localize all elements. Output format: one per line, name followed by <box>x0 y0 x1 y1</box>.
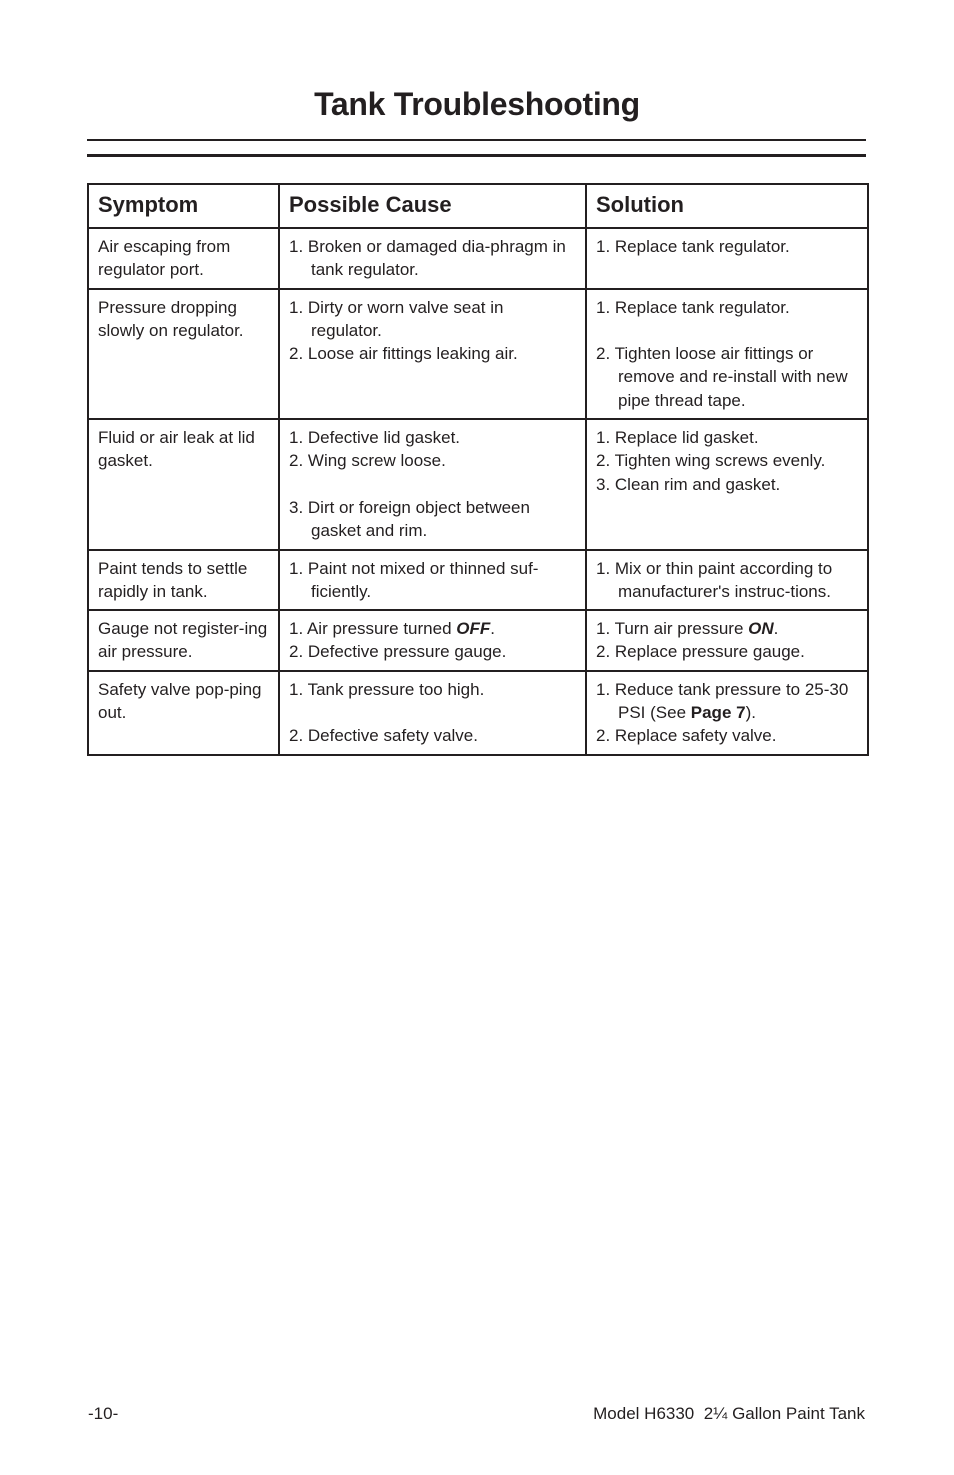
title-rule-thick <box>87 154 866 157</box>
solution-item: 1. Replace lid gasket. <box>596 428 759 448</box>
header-symptom: Symptom <box>88 184 279 228</box>
page-number: -10- <box>88 1404 119 1423</box>
solution-item: 1. Replace tank regulator. <box>596 237 790 256</box>
cause-cell <box>279 610 586 671</box>
solution-item: 3. Clean rim and gasket. <box>596 474 781 494</box>
solution-item: 2. Replace safety valve. <box>596 726 777 746</box>
solution-cell <box>586 419 868 549</box>
cause-cell <box>279 550 586 611</box>
solution-item <box>596 678 858 725</box>
emphasis-off: OFF <box>456 619 491 639</box>
solution-text: 1. Turn air pressure <box>596 619 749 639</box>
footer-model: Model H6330 2¼ Gallon Paint Tank <box>593 1404 865 1423</box>
table-row <box>88 228 868 289</box>
table-row <box>88 671 868 755</box>
table-row <box>88 289 868 419</box>
cause-item: 2. Wing screw loose. <box>289 451 446 471</box>
solution-item: 2. Tighten loose air fittings or remove and re-install with new pipe thread tape. <box>596 344 848 410</box>
solution-cell <box>586 289 868 419</box>
solution-text: 1. Reduce tank pressure to 25-30 PSI (See <box>596 679 849 723</box>
cause-item: 1. Tank pressure too high. <box>289 679 485 699</box>
spacer <box>596 319 858 342</box>
symptom-cell: Gauge not register-ing air pressure. <box>88 610 279 671</box>
cause-item: 1. Broken or damaged dia-phragm in tank regulator. <box>289 237 566 280</box>
solution-punct: ). <box>745 703 756 723</box>
cause-item: 2. Defective pressure gauge. <box>289 642 507 662</box>
solution-item <box>596 617 858 640</box>
cause-item: 2. Loose air fittings leaking air. <box>289 344 518 364</box>
symptom-cell: Safety valve pop-ping out. <box>88 671 279 755</box>
cause-punct: . <box>490 619 495 639</box>
title-rule-thin <box>87 139 866 141</box>
cause-item: 2. Defective safety valve. <box>289 726 478 746</box>
troubleshooting-table <box>87 183 869 756</box>
symptom-cell: Fluid or air leak at lid gasket. <box>88 419 279 549</box>
solution-cell <box>586 550 868 611</box>
spacer <box>289 701 576 724</box>
header-possible-cause: Possible Cause <box>279 184 586 228</box>
cause-item: 3. Dirt or foreign object between gasket and rim. <box>289 497 530 541</box>
cause-item: 1. Paint not mixed or thinned suf-ficiently. <box>289 558 539 601</box>
cause-cell <box>279 419 586 549</box>
cause-item <box>289 617 576 640</box>
spacer <box>289 473 576 496</box>
cause-item: 1. Defective lid gasket. <box>289 428 461 448</box>
cause-cell <box>279 228 586 289</box>
cause-text: 1. Air pressure turned <box>289 619 457 639</box>
page-title: Tank Troubleshooting <box>314 86 640 122</box>
solution-cell <box>586 671 868 755</box>
table-header-row <box>88 184 868 228</box>
solution-cell <box>586 610 868 671</box>
symptom-cell: Air escaping from regulator port. <box>88 228 279 289</box>
solution-cell <box>586 228 868 289</box>
table-row <box>88 419 868 549</box>
emphasis-on: ON <box>748 619 774 639</box>
symptom-cell: Paint tends to settle rapidly in tank. <box>88 550 279 611</box>
solution-item: 2. Replace pressure gauge. <box>596 642 805 662</box>
solution-item: 1. Mix or thin paint according to manufacturer's instruc-tions. <box>596 558 833 601</box>
page-reference: Page 7 <box>690 703 746 723</box>
cause-cell <box>279 671 586 755</box>
table-row <box>88 550 868 611</box>
solution-item: 2. Tighten wing screws evenly. <box>596 451 826 471</box>
symptom-cell: Pressure dropping slowly on regulator. <box>88 289 279 419</box>
solution-punct: . <box>773 619 779 639</box>
table-row <box>88 610 868 671</box>
header-solution: Solution <box>586 184 868 228</box>
cause-item: 1. Dirty or worn valve seat in regulator. <box>289 297 504 340</box>
cause-cell <box>279 289 586 419</box>
solution-item: 1. Replace tank regulator. <box>596 297 790 317</box>
